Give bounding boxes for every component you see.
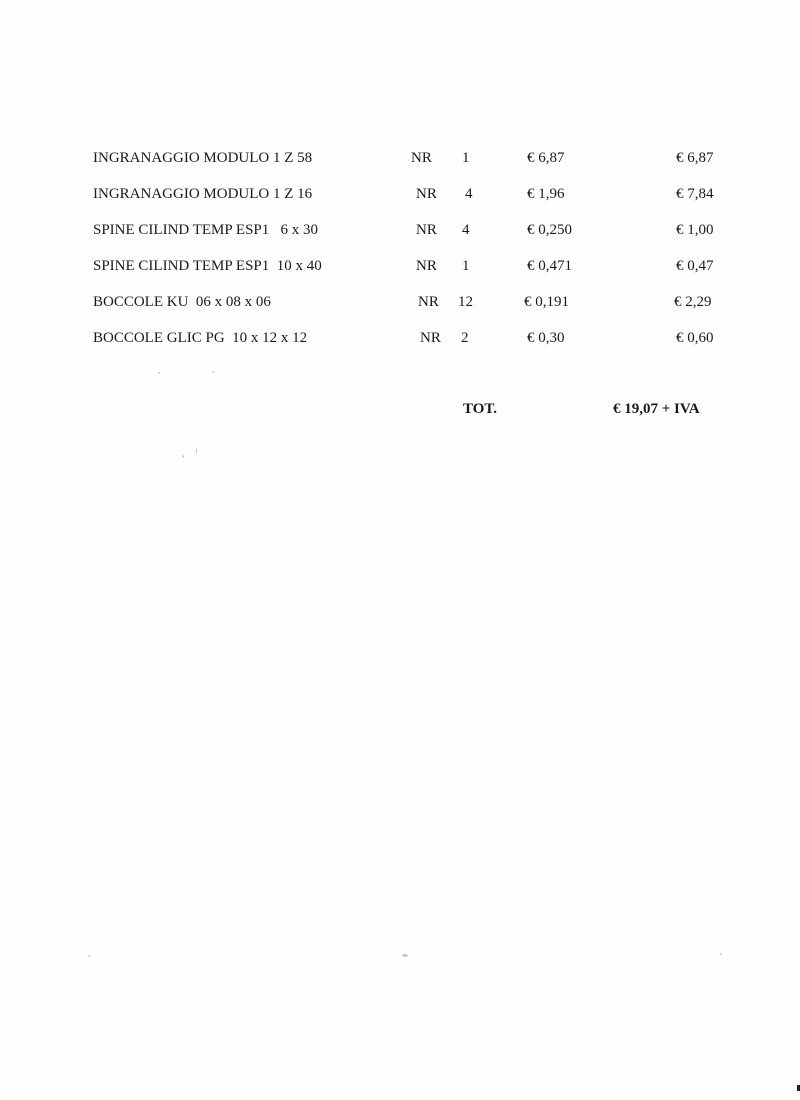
- scan-speck: [88, 955, 90, 957]
- list-item: [0, 146, 800, 170]
- item-quantity: 2: [461, 330, 469, 346]
- item-line-total: € 2,29: [674, 294, 712, 310]
- item-line-total: € 6,87: [676, 150, 714, 166]
- scan-speck: [182, 455, 184, 458]
- list-item: [0, 218, 800, 242]
- item-unit: NR: [420, 330, 441, 346]
- item-description: SPINE CILIND TEMP ESP1 10 x 40: [93, 258, 322, 274]
- item-quantity: 1: [462, 150, 470, 166]
- item-description: INGRANAGGIO MODULO 1 Z 16: [93, 186, 313, 202]
- item-line-total: € 0,60: [676, 330, 714, 346]
- scan-speck: [196, 448, 197, 454]
- item-description: SPINE CILIND TEMP ESP1 6 x 30: [93, 222, 319, 238]
- item-unit: NR: [416, 186, 437, 202]
- item-quantity: 4: [465, 186, 473, 202]
- item-description: BOCCOLE GLIC PG 10 x 12 x 12: [93, 330, 308, 346]
- list-item: [0, 326, 800, 350]
- total-value: € 19,07 + IVA: [613, 401, 700, 417]
- scan-speck: [212, 371, 214, 373]
- item-quantity: 4: [462, 222, 470, 238]
- item-unit-price: € 6,87: [527, 150, 565, 166]
- item-unit-price: € 0,250: [527, 222, 572, 238]
- item-unit-price: € 0,30: [527, 330, 565, 346]
- item-unit-price: € 0,191: [524, 294, 569, 310]
- item-unit-price: € 0,471: [527, 258, 572, 274]
- total-label: TOT.: [463, 401, 498, 417]
- total-row: [0, 397, 800, 421]
- item-unit: NR: [418, 294, 439, 310]
- item-line-total: € 0,47: [676, 258, 714, 274]
- item-unit: NR: [411, 150, 432, 166]
- list-item: [0, 182, 800, 206]
- scan-speck: [720, 953, 722, 955]
- item-quantity: 12: [458, 294, 473, 310]
- list-item: [0, 290, 800, 314]
- item-line-total: € 7,84: [676, 186, 714, 202]
- scan-speck: [158, 372, 160, 374]
- item-quantity: 1: [462, 258, 470, 274]
- item-unit: NR: [416, 258, 437, 274]
- item-unit-price: € 1,96: [527, 186, 565, 202]
- item-line-total: € 1,00: [676, 222, 714, 238]
- item-unit: NR: [416, 222, 437, 238]
- scan-speck: [402, 954, 408, 957]
- list-item: [0, 254, 800, 278]
- item-description: INGRANAGGIO MODULO 1 Z 58: [93, 150, 313, 166]
- item-description: BOCCOLE KU 06 x 08 x 06: [93, 294, 271, 310]
